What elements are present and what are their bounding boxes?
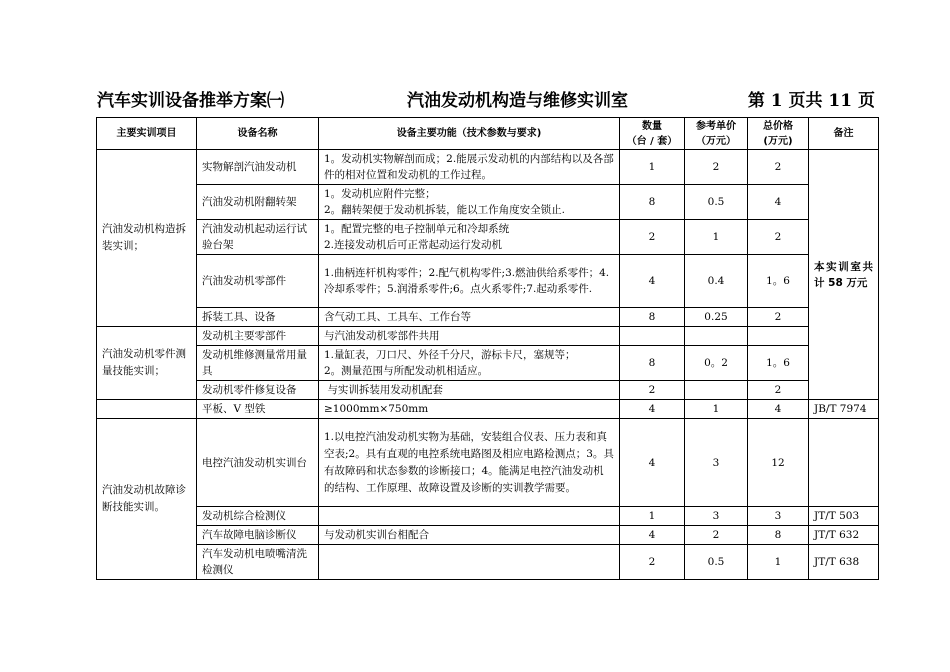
unit-price: 0.25 xyxy=(685,308,748,327)
table-row xyxy=(97,255,879,308)
unit-price: 0.5 xyxy=(685,185,748,220)
quantity: 8 xyxy=(620,185,685,220)
total-price: 1。6 xyxy=(748,346,809,381)
equipment-function: 1。发动机应附件完整； 2。翻转架便于发动机拆装，能以工作角度安全锁止. xyxy=(319,185,620,220)
quantity xyxy=(620,327,685,346)
col-header-quantity: 数量 （台 / 套） xyxy=(620,118,685,150)
unit-price: 1 xyxy=(685,400,748,419)
equipment-name: 发动机主要零部件 xyxy=(197,327,319,346)
col-header-unit-price: 参考单价 （万元） xyxy=(685,118,748,150)
total-price: 12 xyxy=(748,419,809,507)
equipment-name: 汽车故障电脑诊断仪 xyxy=(197,526,319,545)
equipment-function: 1.曲柄连杆机构零件；2.配气机构零件;3.燃油供给系零件；4.冷却系零件；5.润滑系零件;6。点火系零件;7.起动系零件. xyxy=(319,255,620,308)
unit-price: 2 xyxy=(685,150,748,185)
table-row xyxy=(97,185,879,220)
equipment-name: 汽油发动机起动运行试验台架 xyxy=(197,220,319,255)
equipment-function: 与实训拆装用发动机配套 xyxy=(319,381,620,400)
quantity: 4 xyxy=(620,419,685,507)
equipment-function: 1。发动机实物解剖而成；2.能展示发动机的内部结构以及各部件的相对位置和发动机的工作过程。 xyxy=(319,150,620,185)
unit-price xyxy=(685,327,748,346)
total-price: 2 xyxy=(748,308,809,327)
unit-price: 2 xyxy=(685,526,748,545)
table-row xyxy=(97,400,879,419)
col-header-equipment: 设备名称 xyxy=(197,118,319,150)
equipment-name: 拆装工具、设备 xyxy=(197,308,319,327)
equipment-function xyxy=(319,507,620,526)
quantity: 2 xyxy=(620,220,685,255)
note: JT/T 503 xyxy=(809,507,879,526)
quantity: 8 xyxy=(620,346,685,381)
equipment-name: 发动机综合检测仪 xyxy=(197,507,319,526)
quantity: 2 xyxy=(620,545,685,580)
unit-price: 0.5 xyxy=(685,545,748,580)
group-cell: 汽油发动机构造拆装实训； xyxy=(97,150,197,327)
plan-title: 汽车实训设备推举方案㈠ xyxy=(97,91,284,111)
table-row xyxy=(97,419,879,507)
col-header-project: 主要实训项目 xyxy=(97,118,197,150)
equipment-function: 1。配置完整的电子控制单元和冷却系统 2.连接发动机后可正常起动运行发动机 xyxy=(319,220,620,255)
table-row xyxy=(97,545,879,580)
room-title: 汽油发动机构造与维修实训室 xyxy=(407,91,628,111)
unit-price: 1 xyxy=(685,220,748,255)
col-header-total-price: 总价格 (万元) xyxy=(748,118,809,150)
total-price: 2 xyxy=(748,150,809,185)
table-row xyxy=(97,346,879,381)
table-row xyxy=(97,327,879,346)
table-row xyxy=(97,220,879,255)
total-price: 3 xyxy=(748,507,809,526)
quantity: 1 xyxy=(620,150,685,185)
equipment-name: 平板、V 型铁 xyxy=(197,400,319,419)
total-price xyxy=(748,327,809,346)
table-row xyxy=(97,150,879,185)
equipment-function: 与汽油发动机零部件共用 xyxy=(319,327,620,346)
table-row xyxy=(97,308,879,327)
total-price: 4 xyxy=(748,185,809,220)
quantity: 8 xyxy=(620,308,685,327)
note: JT/T 632 xyxy=(809,526,879,545)
total-price: 1。6 xyxy=(748,255,809,308)
equipment-name: 汽油发动机零部件 xyxy=(197,255,319,308)
col-header-note: 备注 xyxy=(809,118,879,150)
total-price: 4 xyxy=(748,400,809,419)
unit-price: 3 xyxy=(685,419,748,507)
equipment-function: 与发动机实训台相配合 xyxy=(319,526,620,545)
quantity: 1 xyxy=(620,507,685,526)
quantity: 2 xyxy=(620,381,685,400)
quantity: 4 xyxy=(620,526,685,545)
equipment-function: ≥1000mm×750mm xyxy=(319,400,620,419)
unit-price: 0.4 xyxy=(685,255,748,308)
equipment-name: 电控汽油发动机实训台 xyxy=(197,419,319,507)
equipment-name: 汽油发动机附翻转架 xyxy=(197,185,319,220)
table-row xyxy=(97,381,879,400)
note: JB/T 7974 xyxy=(809,400,879,419)
unit-price: 3 xyxy=(685,507,748,526)
note: JT/T 638 xyxy=(809,545,879,580)
total-price: 2 xyxy=(748,220,809,255)
equipment-function: 1.量缸表，刀口尺、外径千分尺，游标卡尺，塞规等； 2。测量范围与所配发动机相适应。 xyxy=(319,346,620,381)
quantity: 4 xyxy=(620,400,685,419)
unit-price xyxy=(685,381,748,400)
merged-note-cell: 本实训室共计 58 万元 xyxy=(809,150,879,400)
equipment-table xyxy=(96,117,879,580)
page-indicator: 第 1 页共 11 页 xyxy=(747,91,875,111)
table-row xyxy=(97,526,879,545)
quantity: 4 xyxy=(620,255,685,308)
equipment-function: 1.以电控汽油发动机实物为基础，安装组合仪表、压力表和真空表;2。具有直观的电控系统电路图及相应电路检测点；3。具有故障码和状态参数的诊断接口；4。能满足电控汽油发动机的结构、工作原理、故障设置及诊断的实训教学需要。 xyxy=(319,419,620,507)
group-cell: 汽油发动机故障诊断技能实训。 xyxy=(97,419,197,580)
group-cell-empty xyxy=(97,400,197,419)
document-header xyxy=(97,86,875,112)
unit-price: 0。2 xyxy=(685,346,748,381)
col-header-function: 设备主要功能（技术参数与要求) xyxy=(319,118,620,150)
group-cell: 汽油发动机零件测量技能实训； xyxy=(97,327,197,400)
equipment-name: 发动机维修测量常用量具 xyxy=(197,346,319,381)
table-header-row xyxy=(97,118,879,150)
equipment-name: 汽车发动机电喷嘴清洗检测仪 xyxy=(197,545,319,580)
note xyxy=(809,419,879,507)
total-price: 1 xyxy=(748,545,809,580)
table-row xyxy=(97,507,879,526)
total-price: 8 xyxy=(748,526,809,545)
equipment-name: 实物解剖汽油发动机 xyxy=(197,150,319,185)
equipment-function xyxy=(319,545,620,580)
total-price: 2 xyxy=(748,381,809,400)
equipment-name: 发动机零件修复设备 xyxy=(197,381,319,400)
equipment-function: 含气动工具、工具车、工作台等 xyxy=(319,308,620,327)
